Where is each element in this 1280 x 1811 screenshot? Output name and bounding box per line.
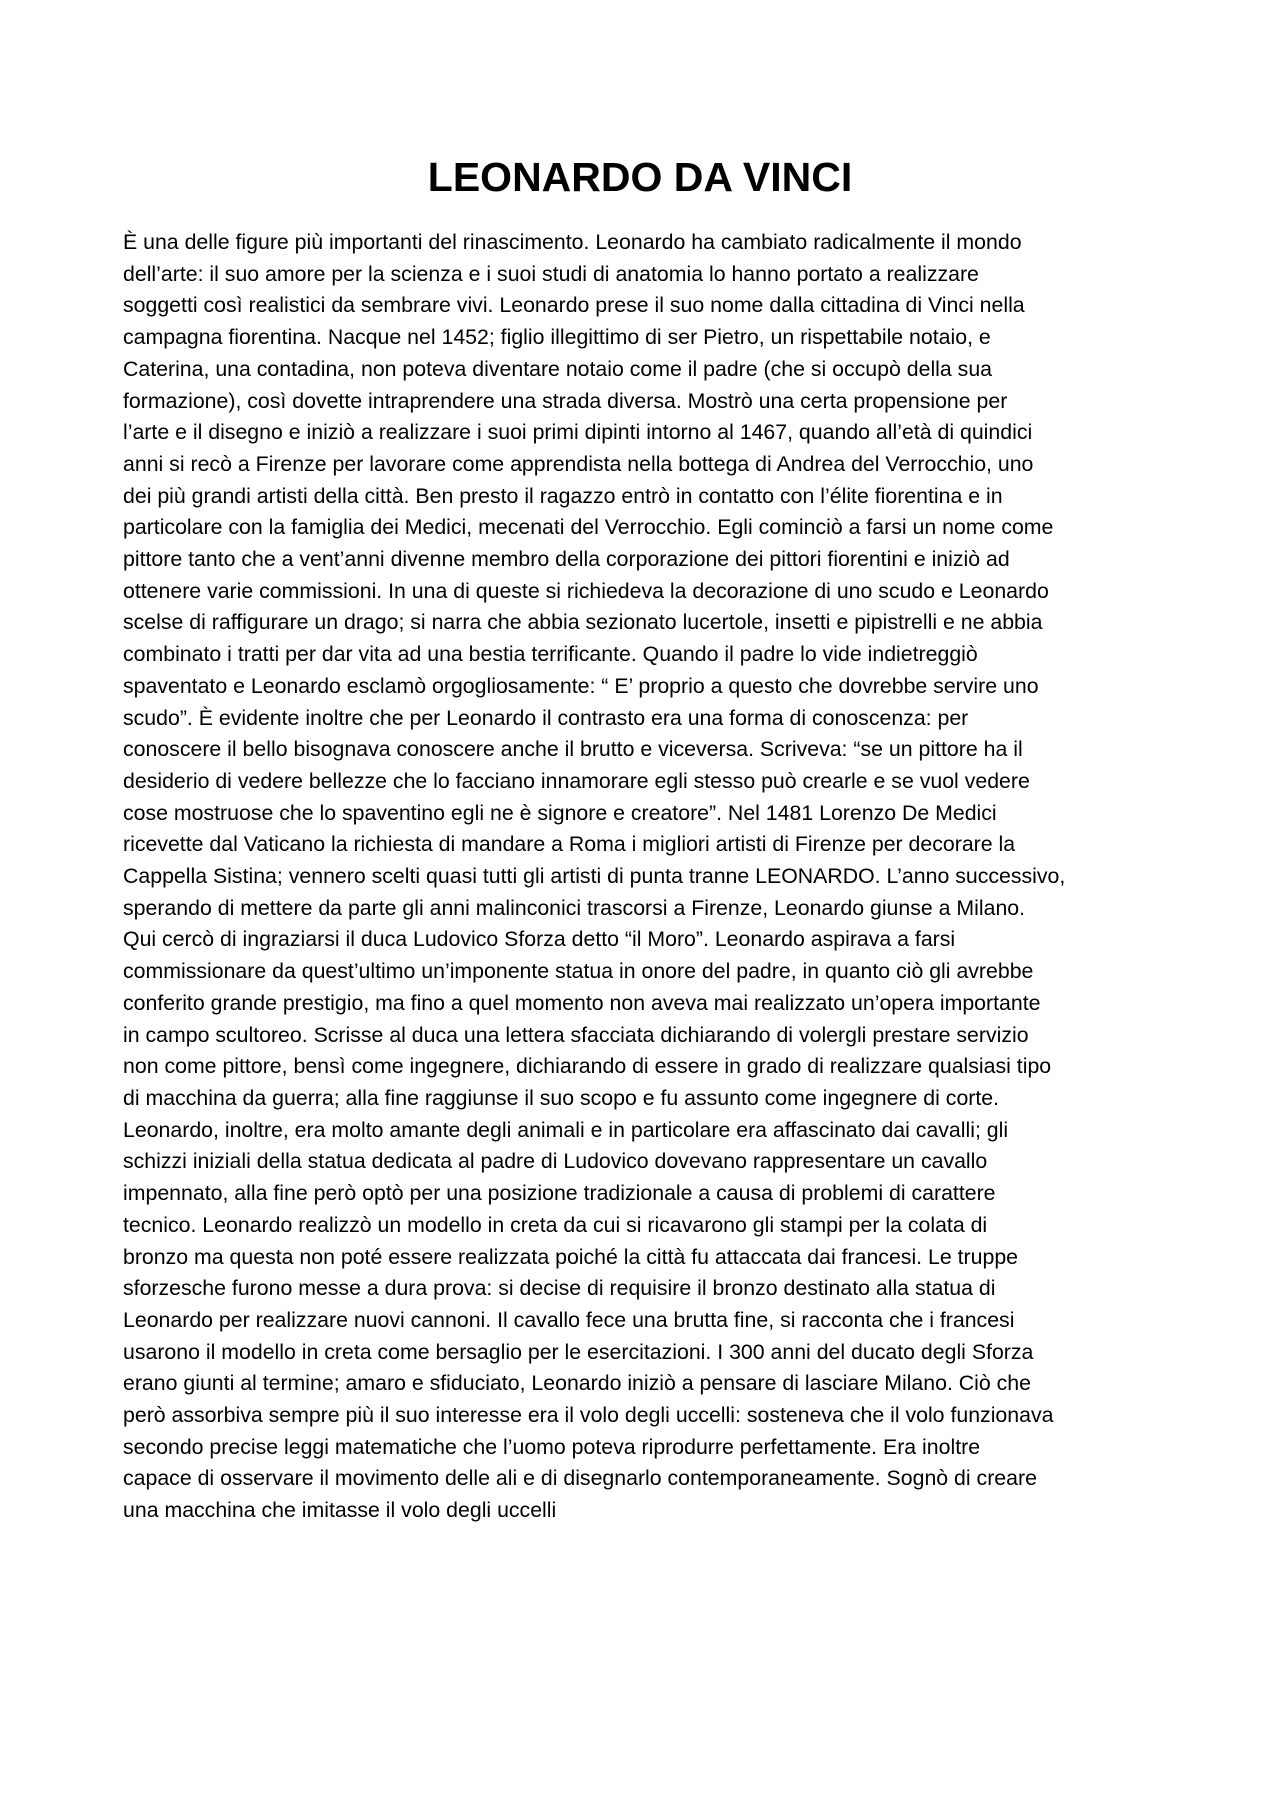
body-text-line: conferito grande prestigio, ma fino a quel momento non aveva mai realizzato un’opera importante — [123, 990, 1041, 1015]
body-text-line: però assorbiva sempre più il suo interesse era il volo degli uccelli: sosteneva che il volo funzionava — [123, 1403, 1054, 1428]
body-text-line: È una delle figure più importanti del rinascimento. Leonardo ha cambiato radicalmente il mondo — [123, 230, 1022, 254]
body-text-line: Leonardo per realizzare nuovi cannoni. Il cavallo fece una brutta fine, si racconta che i francesi — [123, 1307, 1015, 1332]
body-text-line: impennato, alla fine però optò per una posizione tradizionale a causa di problemi di carattere — [123, 1181, 996, 1206]
body-text-line: ricevette dal Vaticano la richiesta di mandare a Roma i migliori artisti di Firenze per decorare la — [123, 832, 1016, 857]
body-text-line: formazione), così dovette intraprendere una strada diversa. Mostrò una certa propensione per — [123, 388, 1008, 413]
body-text-line: sforzesche furono messe a dura prova: si decise di requisire il bronzo destinato alla statua di — [123, 1276, 996, 1301]
body-text-line: capace di osservare il movimento delle ali e di disegnarlo contemporaneamente. Sognò di creare — [123, 1466, 1037, 1491]
body-text-line: combinato i tratti per dar vita ad una bestia terrificante. Quando il padre lo vide indietreggiò — [123, 642, 978, 667]
body-text-line: ottenere varie commissioni. In una di queste si richiedeva la decorazione di uno scudo e Leonardo — [123, 578, 1049, 603]
body-text-line: usarono il modello in creta come bersaglio per le esercitazioni. I 300 anni del ducato degli Sforza — [123, 1339, 1034, 1364]
body-text-line: di macchina da guerra; alla fine raggiunse il suo scopo e fu assunto come ingegnere di corte. — [123, 1085, 1000, 1110]
body-text-line: particolare con la famiglia dei Medici, mecenati del Verrocchio. Egli cominciò a farsi un nome come — [123, 515, 1054, 540]
body-text-line: in campo scultoreo. Scrisse al duca una lettera sfacciata dichiarando di volergli prestare servizio — [123, 1022, 1029, 1047]
body-text-line: spaventato e Leonardo esclamò orgogliosamente: “ E’ proprio a questo che dovrebbe servire uno — [123, 673, 1039, 698]
body-text-line: Qui cercò di ingraziarsi il duca Ludovico Sforza detto “il Moro”. Leonardo aspirava a farsi — [123, 927, 956, 952]
body-text-line: Cappella Sistina; vennero scelti quasi tutti gli artisti di punta tranne LEONARDO. L’anno successivo, — [123, 864, 1066, 889]
body-text-line: non come pittore, bensì come ingegnere, dichiarando di essere in grado di realizzare qualsiasi tipo — [123, 1054, 1052, 1079]
body-text-line: l’arte e il disegno e iniziò a realizzare i suoi primi dipinti intorno al 1467, quando all’età di quindici — [123, 420, 1033, 445]
body-text-line: Caterina, una contadina, non poteva diventare notaio come il padre (che si occupò della sua — [123, 356, 993, 381]
body-text-line: scudo”. È evidente inoltre che per Leonardo il contrasto era una forma di conoscenza: per — [123, 705, 969, 730]
document-title: LEONARDO DA VINCI — [427, 154, 853, 200]
body-text-line: cose mostruose che lo spaventino egli ne è signore e creatore”. Nel 1481 Lorenzo De Medici — [123, 800, 997, 825]
body-text-line: bronzo ma questa non poté essere realizzata poiché la città fu attaccata dai francesi. Le truppe — [123, 1244, 1019, 1269]
body-text-line: secondo precise leggi matematiche che l’uomo poteva riprodurre perfettamente. Era inoltre — [123, 1434, 981, 1459]
body-text-line: dei più grandi artisti della città. Ben presto il ragazzo entrò in contatto con l’élite fiorentina e in — [123, 483, 1003, 508]
body-text-line: pittore tanto che a vent’anni divenne membro della corporazione dei pittori fiorentini e iniziò ad — [123, 547, 1010, 572]
body-text-line: una macchina che imitasse il volo degli uccelli — [123, 1498, 557, 1523]
body-text-line: desiderio di vedere bellezze che lo facciano innamorare egli stesso può crearle e se vuol vedere — [123, 768, 1030, 793]
body-text-line: schizzi iniziali della statua dedicata al padre di Ludovico dovevano rappresentare un cavallo — [123, 1149, 988, 1174]
body-text-line: scelse di raffigurare un drago; si narra che abbia sezionato lucertole, insetti e pipistrelli e ne abbia — [123, 610, 1043, 635]
body-text-line: commissionare da quest’ultimo un’imponente statua in onore del padre, in quanto ciò gli avrebbe — [123, 959, 1034, 984]
body-text-line: conoscere il bello bisognava conoscere anche il brutto e viceversa. Scriveva: “se un pittore ha il — [123, 737, 1023, 762]
body-text-line: sperando di mettere da parte gli anni malinconici trascorsi a Firenze, Leonardo giunse a Milano. — [123, 895, 1026, 920]
body-text-line: tecnico. Leonardo realizzò un modello in creta da cui si ricavarono gli stampi per la colata di — [123, 1212, 988, 1237]
body-text-line: dell’arte: il suo amore per la scienza e i suoi studi di anatomia lo hanno portato a realizzare — [123, 261, 979, 286]
body-text-line: erano giunti al termine; amaro e sfiduciato, Leonardo iniziò a pensare di lasciare Milano. Ciò che — [123, 1371, 1031, 1396]
body-text-line: Leonardo, inoltre, era molto amante degli animali e in particolare era affascinato dai cavalli; gli — [123, 1117, 1009, 1142]
body-text-line: anni si recò a Firenze per lavorare come apprendista nella bottega di Andrea del Verrocchio, uno — [123, 451, 1034, 476]
body-text-line: soggetti così realistici da sembrare vivi. Leonardo prese il suo nome dalla cittadina di Vinci nella — [123, 293, 1025, 318]
document-body — [123, 227, 1168, 1527]
body-text-line: campagna fiorentina. Nacque nel 1452; figlio illegittimo di ser Pietro, un rispettabile notaio, e — [123, 325, 991, 350]
